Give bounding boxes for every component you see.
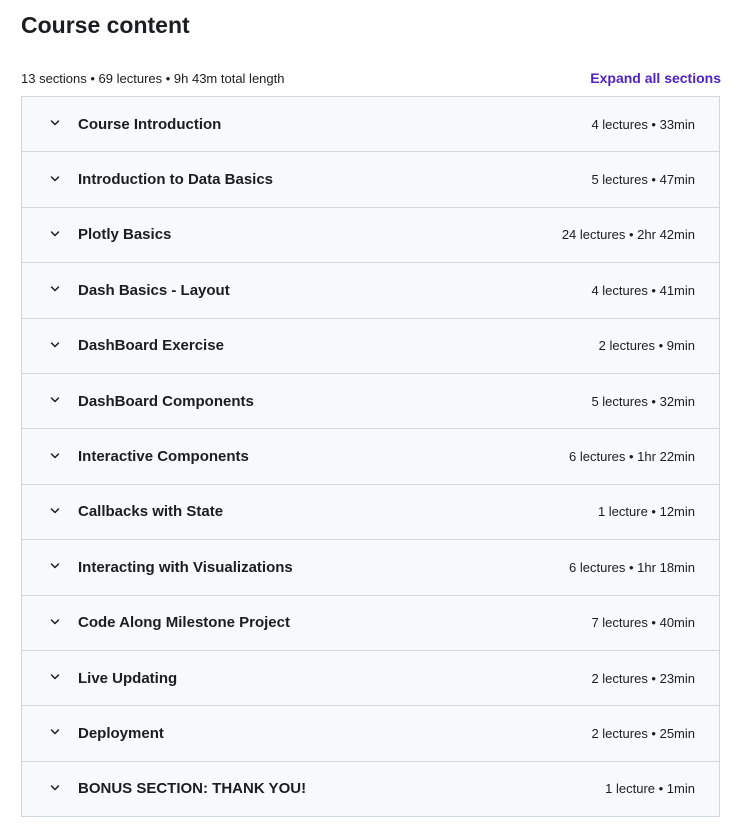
section-title: Dash Basics - Layout: [78, 281, 230, 299]
course-summary-bar: [21, 66, 721, 90]
chevron-down-icon: [49, 616, 61, 628]
page-title: Course content: [21, 12, 190, 38]
chevron-down-icon: [49, 560, 61, 572]
section-row[interactable]: [22, 651, 719, 706]
section-meta: 7 lectures • 40min: [591, 615, 695, 631]
chevron-down-icon: [49, 782, 61, 794]
section-row[interactable]: [22, 97, 719, 152]
section-title: Introduction to Data Basics: [78, 171, 274, 189]
chevron-down-icon: [49, 726, 61, 738]
section-meta: 4 lectures • 33min: [591, 116, 695, 132]
chevron-down-icon: [49, 449, 61, 461]
chevron-down-icon: [49, 339, 61, 351]
course-summary-text: 13 sections • 69 lectures • 9h 43m total length: [21, 70, 285, 86]
chevron-down-icon: [49, 505, 61, 517]
section-title: Live Updating: [78, 669, 178, 687]
section-row[interactable]: [22, 485, 719, 540]
section-meta: 2 lectures • 25min: [591, 725, 695, 741]
chevron-down-icon: [49, 283, 61, 295]
section-meta: 5 lectures • 32min: [591, 393, 695, 409]
section-meta: 1 lecture • 12min: [597, 504, 695, 520]
section-meta: 6 lectures • 1hr 18min: [569, 559, 695, 575]
section-title: Deployment: [78, 724, 164, 742]
section-title: Code Along Milestone Project: [78, 614, 290, 632]
section-title: Interactive Components: [78, 448, 249, 466]
section-row[interactable]: [22, 596, 719, 651]
section-meta: 24 lectures • 2hr 42min: [561, 227, 695, 243]
section-title: Course Introduction: [78, 115, 222, 133]
section-meta: 5 lectures • 47min: [591, 172, 695, 188]
chevron-down-icon: [49, 228, 61, 240]
section-row[interactable]: [22, 762, 719, 817]
section-row[interactable]: [22, 374, 719, 429]
section-meta: 6 lectures • 1hr 22min: [569, 449, 695, 465]
section-row[interactable]: [22, 429, 719, 484]
chevron-down-icon: [49, 117, 61, 129]
section-row[interactable]: [22, 540, 719, 595]
section-meta: 1 lecture • 1min: [605, 781, 695, 797]
section-row[interactable]: [22, 263, 719, 318]
chevron-down-icon: [49, 172, 61, 184]
section-title: BONUS SECTION: THANK YOU!: [78, 780, 307, 798]
section-row[interactable]: [22, 706, 719, 761]
chevron-down-icon: [49, 394, 61, 406]
section-row[interactable]: [22, 208, 719, 263]
section-title: DashBoard Exercise: [78, 337, 224, 355]
expand-all-sections-button[interactable]: Expand all sections: [590, 70, 721, 86]
chevron-down-icon: [49, 671, 61, 683]
section-title: Interacting with Visualizations: [78, 558, 293, 576]
section-title: Callbacks with State: [78, 503, 224, 521]
sections-accordion: [21, 96, 720, 817]
section-meta: 4 lectures • 41min: [591, 282, 695, 298]
section-title: DashBoard Components: [78, 392, 254, 410]
section-meta: 2 lectures • 9min: [598, 338, 695, 354]
section-title: Plotly Basics: [78, 226, 172, 244]
section-row[interactable]: [22, 319, 719, 374]
section-meta: 2 lectures • 23min: [591, 670, 695, 686]
section-row[interactable]: [22, 152, 719, 207]
